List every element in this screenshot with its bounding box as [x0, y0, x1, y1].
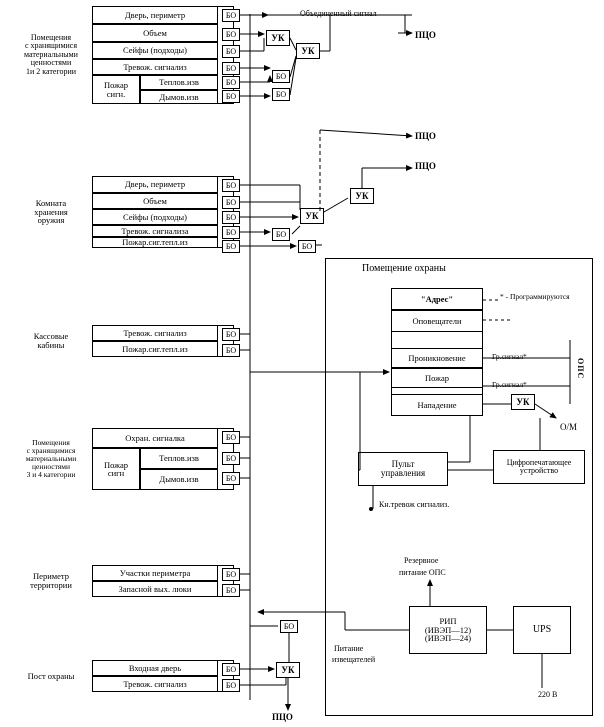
uk-z6: УК: [276, 662, 300, 678]
bo-z5-hatches: БО: [222, 584, 240, 597]
alarm-button-dot[interactable]: [369, 507, 373, 511]
om-label: О/М: [560, 422, 578, 432]
zone2-title-line1: Комната: [35, 197, 67, 208]
zone4-title-line4: ценностями: [31, 461, 71, 471]
detector-power-label-1: Питание: [334, 644, 364, 653]
zone5-title-line1: Периметр: [33, 571, 69, 582]
zone1-title-line2: с хранящимися: [24, 41, 78, 51]
bo-z1-alarm: БО: [222, 62, 240, 75]
zone1-row-fire-left: [92, 75, 140, 104]
panel-row-annunciators: Оповещатели: [391, 310, 483, 332]
zone6-row-door: Входная дверь: [92, 660, 218, 676]
zone3-row-alarm: Тревож. сигнализ: [92, 325, 218, 341]
panel-row-intrusion: Проникновение: [391, 348, 483, 368]
bo-z1-door: БО: [222, 9, 240, 22]
console-line2: управления: [380, 468, 426, 478]
bo-z2-mid2: БО: [298, 240, 316, 253]
zone4-title-line2: с хранящимися: [26, 446, 76, 456]
combined-signal-label: Объединенный сигнал: [300, 9, 377, 18]
reserve-power-label-2: питание ОПС: [399, 568, 446, 577]
zone2-title-line3: оружия: [37, 215, 65, 226]
zone2-row-door: Дверь, периметр: [92, 176, 218, 193]
zone5-title: [10, 565, 92, 597]
bo-z4-security: БО: [222, 431, 240, 444]
zone4-fire-label2: сигн: [107, 468, 125, 478]
pco-label-3: ПЦО: [415, 161, 436, 171]
zone5-row-hatches: Запасной вых. люки: [92, 581, 218, 597]
zone1-row-smoke: Дымов.изв: [140, 90, 218, 104]
bo-z1-safes: БО: [222, 45, 240, 58]
zone2-row-alarm: Тревож. сигнализа: [92, 225, 218, 237]
bo-z1-mid2: БО: [272, 88, 290, 101]
bo-z6-door: БО: [222, 663, 240, 676]
zone1-row-safes: Сейфы (подходы): [92, 42, 218, 59]
zone6-title-line1: Пост охраны: [27, 670, 75, 681]
zone2-title: [10, 176, 92, 248]
bo-mid-lower: БО: [280, 620, 298, 633]
printer-device: [493, 450, 585, 484]
bo-z5-perimeter: БО: [222, 568, 240, 581]
bo-z2-safes: БО: [222, 211, 240, 224]
bo-z1-volume: БО: [222, 28, 240, 41]
zone4-row-security: Охран. сигналка: [92, 428, 218, 448]
zone3-title-line2: кабины: [37, 340, 65, 350]
group-signal-1: Гр.сигнал*: [492, 352, 527, 361]
zone1-row-volume: Объем: [92, 24, 218, 42]
pco-label-4: ПЦО: [272, 712, 293, 722]
ups-block: UPS: [513, 606, 571, 654]
console-line1: Пульт: [391, 458, 415, 469]
zone1-title-line1: Помещения: [30, 33, 72, 43]
zone1-title-line3: материальными: [24, 49, 78, 59]
bo-z2-volume: БО: [222, 196, 240, 209]
bo-z6-alarm: БО: [222, 679, 240, 692]
bo-z4-heat: БО: [222, 452, 240, 465]
zone6-row-alarm: Тревож. сигнализ: [92, 676, 218, 692]
zone4-row-smoke: Дымов.изв: [140, 469, 218, 490]
zone3-title-line1: Кассовые: [33, 331, 69, 342]
bo-z2-alarm: БО: [222, 226, 240, 239]
reserve-power-label-1: Резервное: [404, 556, 439, 565]
panel-row-address: "Адрес": [391, 288, 483, 310]
bo-z2-mid1: БО: [272, 228, 290, 241]
rip-line2: (ИВЭП—12): [424, 624, 472, 635]
zone4-title-line3: материальными: [25, 454, 77, 464]
group-signal-2: Гр.сигнал*: [492, 380, 527, 389]
detector-power-label-2: извещателей: [332, 655, 376, 664]
zone1-fire-label1: Пожар: [103, 80, 129, 90]
uk-z1-a: УК: [266, 30, 290, 46]
mains-label: 220 В: [538, 690, 558, 699]
zone1-row-alarm: Тревож. сигнализ: [92, 59, 218, 75]
zone1-row-door: Дверь, периметр: [92, 6, 218, 24]
printer-line1: Цифропечатающее: [506, 457, 572, 467]
uk-z1-b: УК: [296, 43, 320, 59]
uk-z2-a: УК: [300, 208, 324, 224]
rip-line1: РИП: [439, 615, 457, 626]
alarm-button-label: [379, 500, 449, 509]
program-note: * - Программируются: [500, 292, 570, 301]
panel-row-fire: Пожар: [391, 368, 483, 388]
zone4-row-heat: Теплов.изв: [140, 448, 218, 469]
bo-z2-door: БО: [222, 179, 240, 192]
zone2-title-line2: хранения: [34, 206, 68, 217]
uk-guard: УК: [511, 394, 535, 410]
zone3-row-fire: Пожар.сиг.тепл.из: [92, 341, 218, 357]
zone1-row-heat: Теплов.изв: [140, 75, 218, 90]
printer-line2: устройство: [519, 466, 559, 475]
bo-z1-smoke: БО: [222, 90, 240, 103]
bo-z3-alarm: БО: [222, 328, 240, 341]
rip-block: [409, 606, 487, 654]
zone4-fire-label1: Пожар: [103, 459, 129, 470]
bo-z1-heat: БО: [222, 76, 240, 89]
zone2-row-safes: Сейфы (подходы): [92, 209, 218, 225]
zone4-row-fire-left: [92, 448, 140, 490]
bo-z2-fire: БО: [222, 240, 240, 253]
uk-z2-b: УК: [350, 188, 374, 204]
bo-z1-mid1: БО: [272, 70, 290, 83]
zone6-title: [10, 660, 92, 692]
alarm-button-text: Кн.тревож сигнализ.: [379, 500, 450, 509]
zone1-title-line4: ценностями: [30, 58, 72, 68]
zone3-title: [10, 325, 92, 357]
zone1-fire-label2: сигн.: [106, 88, 126, 99]
zone4-title: [10, 428, 92, 490]
opc-label: ОПС: [576, 358, 585, 380]
guard-room-title: Помещение охраны: [362, 263, 446, 274]
control-console: [358, 452, 448, 486]
zone1-title-line5: 1и 2 категории: [25, 66, 77, 76]
pco-label-1: ПЦО: [415, 30, 436, 40]
bo-z4-smoke: БО: [222, 472, 240, 485]
pco-label-2: ПЦО: [415, 131, 436, 141]
zone4-title-line1: Помещения: [32, 438, 70, 448]
zone2-row-fire: Пожар.сиг.тепл.из: [92, 237, 218, 248]
zone5-title-line2: территории: [30, 580, 72, 590]
bo-z3-fire: БО: [222, 344, 240, 357]
panel-row-attack: Нападение: [391, 394, 483, 416]
zone2-row-volume: Объем: [92, 193, 218, 209]
zone1-title: [10, 6, 92, 104]
zone5-row-perimeter: Участки периметра: [92, 565, 218, 581]
zone4-title-line5: 3 и 4 категории: [26, 469, 76, 479]
rip-line3: (ИВЭП—24): [424, 633, 472, 644]
